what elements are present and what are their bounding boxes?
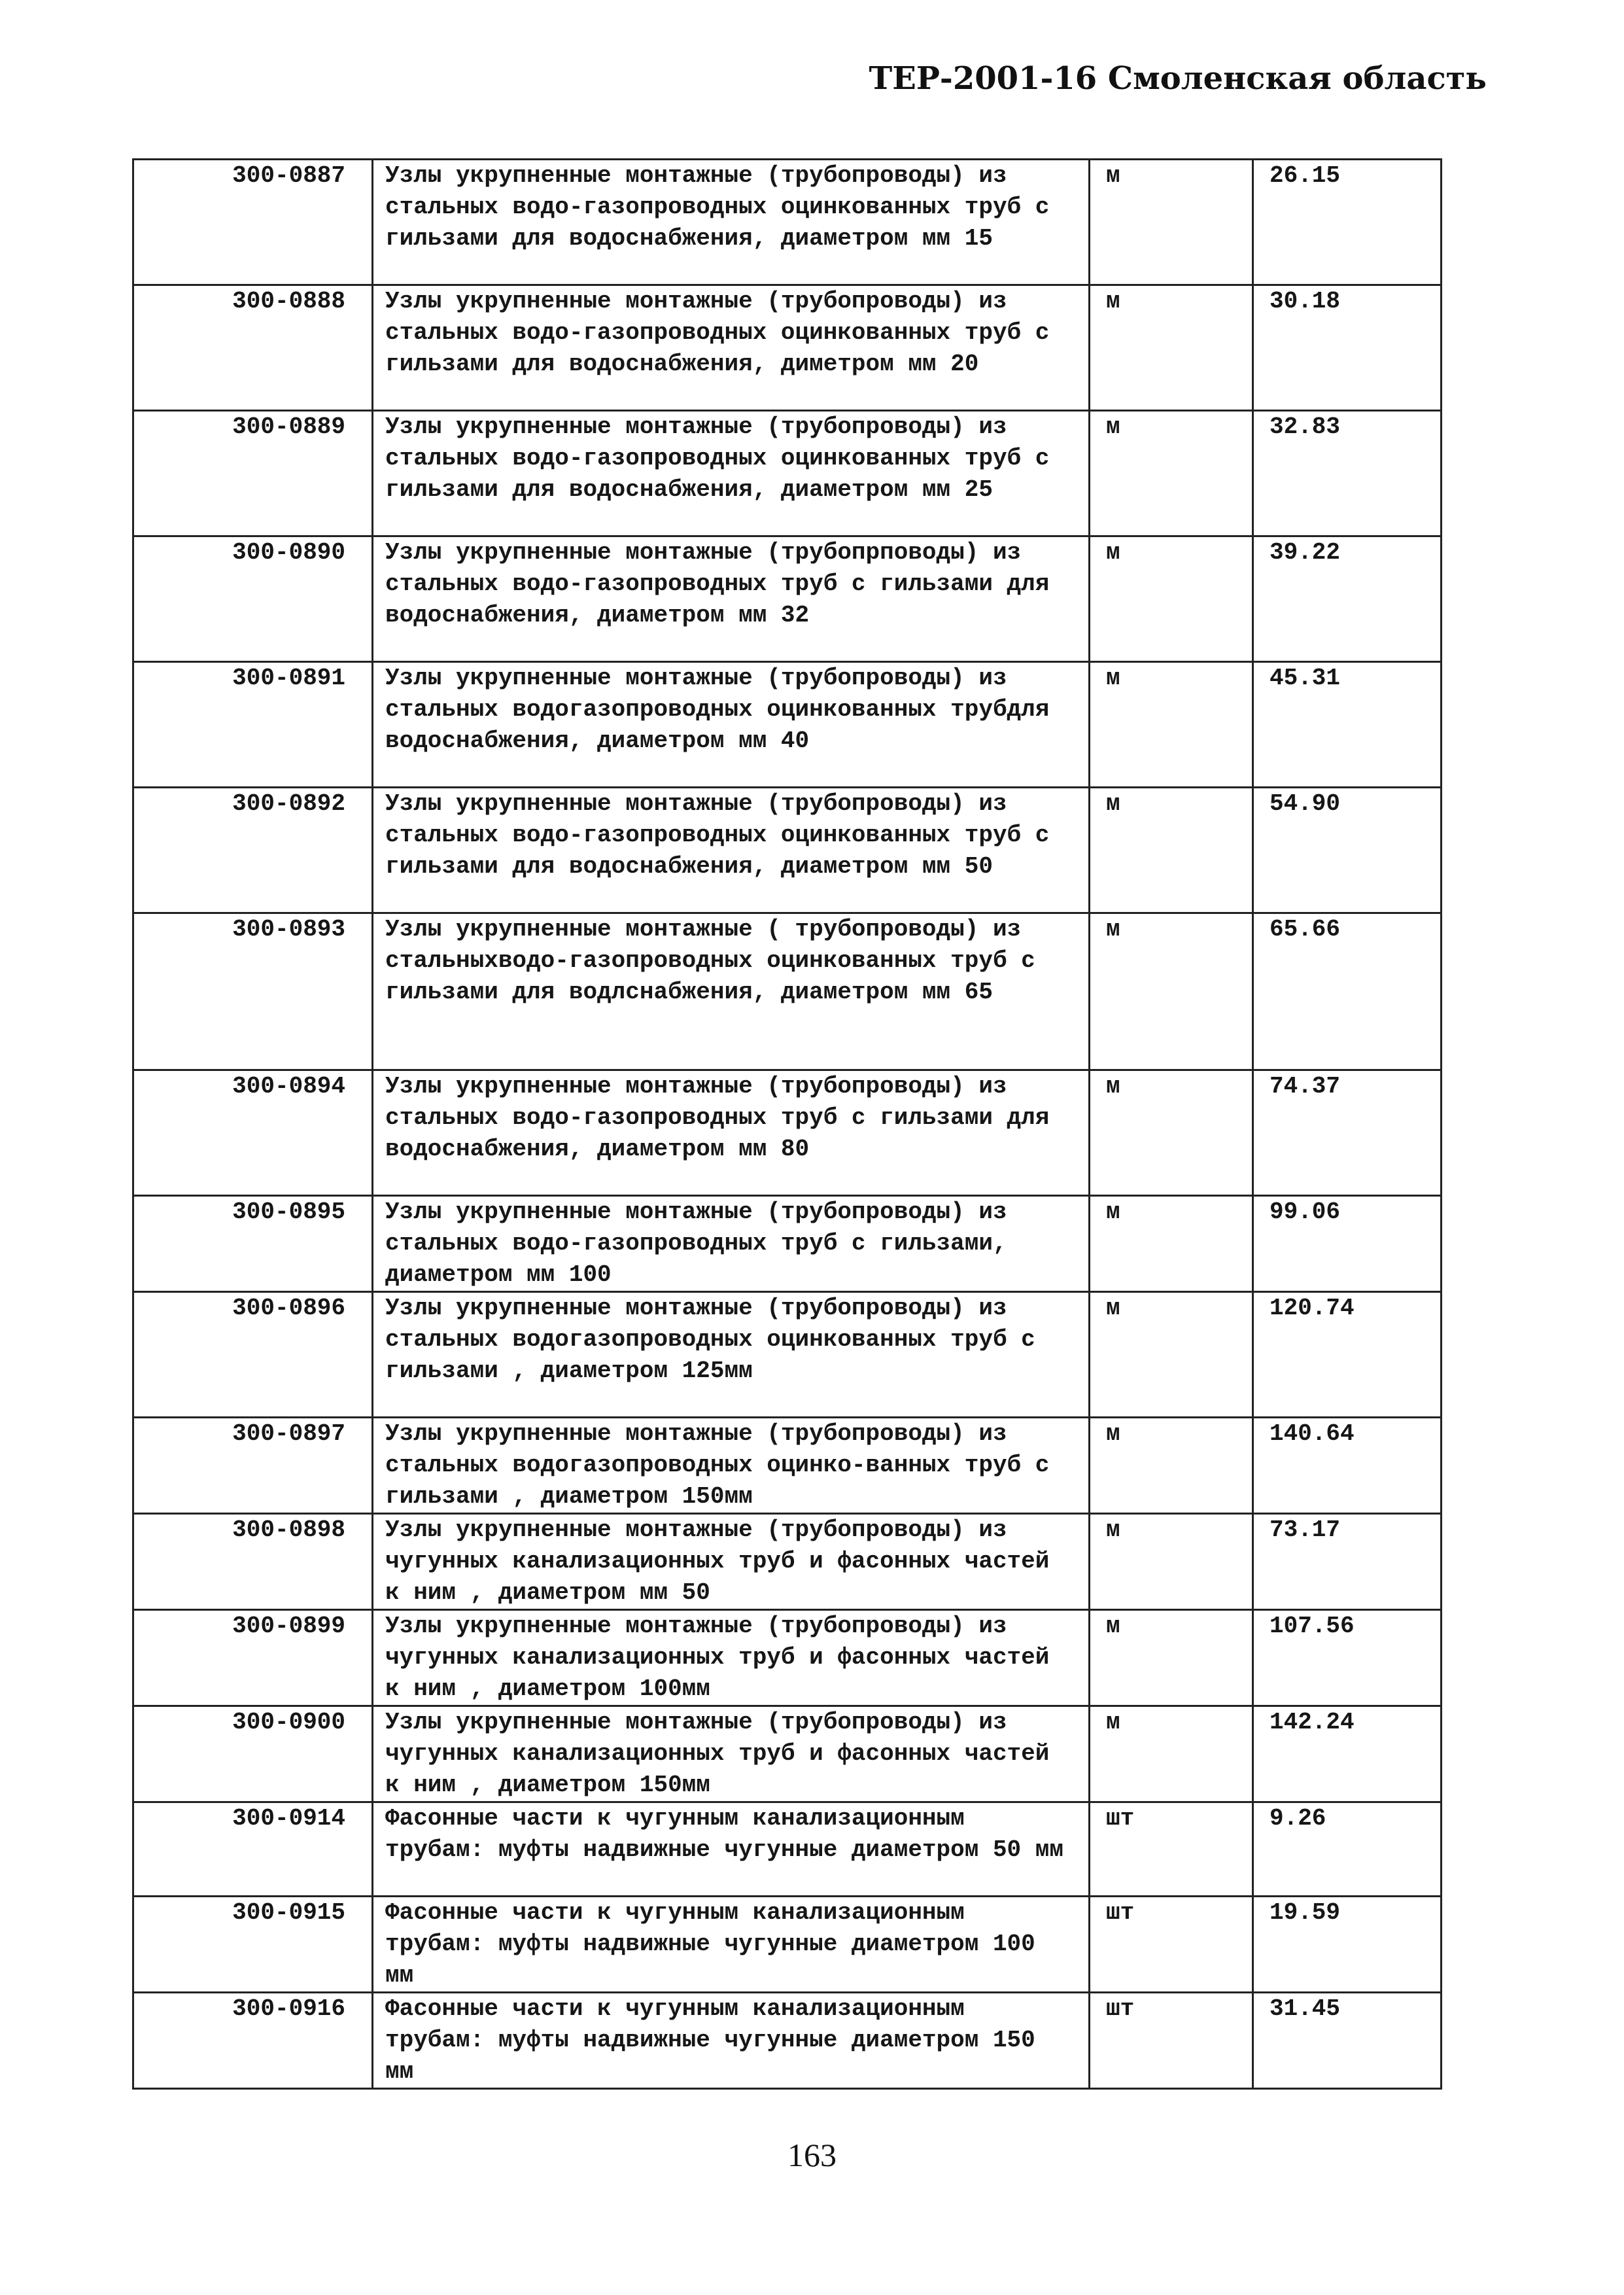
table-row [133, 1070, 1442, 1196]
table-row [133, 536, 1442, 662]
row-description: Узлы укрупненные монтажные ( трубопроводы) из стальныхводо-газопроводных оцинкованных труб с гильзами для водлснабжения, диаметром мм 65 [373, 913, 1090, 1070]
table-row [133, 1418, 1442, 1514]
row-description: Узлы укрупненные монтажные (трубопроводы) из стальных водо-газопроводных труб с гильзами для водоснабжения, диаметром мм 80 [373, 1070, 1090, 1196]
table-row [133, 160, 1442, 285]
table-row [133, 285, 1442, 411]
table-row [133, 1706, 1442, 1802]
table-row [133, 1514, 1442, 1610]
row-price: 120.74 [1253, 1292, 1442, 1418]
table-row [133, 1292, 1442, 1418]
row-price: 74.37 [1253, 1070, 1442, 1196]
row-code: 300-0914 [133, 1802, 373, 1897]
row-code: 300-0890 [133, 536, 373, 662]
row-price: 45.31 [1253, 662, 1442, 788]
row-price: 65.66 [1253, 913, 1442, 1070]
table-row [133, 788, 1442, 913]
row-unit: м [1090, 1070, 1253, 1196]
table-row [133, 411, 1442, 536]
table-row [133, 1802, 1442, 1897]
row-unit: м [1090, 662, 1253, 788]
row-code: 300-0899 [133, 1610, 373, 1706]
row-code: 300-0894 [133, 1070, 373, 1196]
row-description: Узлы укрупненные монтажные (трубопроводы) из стальных водогазопроводных оцинко-ванных труб с гильзами , диаметром 150мм [373, 1418, 1090, 1514]
row-unit: м [1090, 1292, 1253, 1418]
row-unit: м [1090, 913, 1253, 1070]
row-unit: шт [1090, 1897, 1253, 1993]
row-unit: м [1090, 411, 1253, 536]
row-description: Узлы укрупненные монтажные (трубопроводы) из стальных водо-газопроводных оцинкованных труб с гильзами для водоснабжения, диаметром мм 15 [373, 160, 1090, 285]
page-number: 163 [787, 2137, 837, 2173]
row-unit: м [1090, 536, 1253, 662]
row-unit: м [1090, 1196, 1253, 1292]
row-description: Узлы укрупненные монтажные (трубопроводы) из чугунных канализационных труб и фасонных частей к ним , диаметром мм 50 [373, 1514, 1090, 1610]
row-price: 9.26 [1253, 1802, 1442, 1897]
row-description: Узлы укрупненные монтажные (трубопроводы) из стальных водо-газопроводных оцинкованных труб с гильзами для водоснабжения, диаметром мм 50 [373, 788, 1090, 913]
row-code: 300-0915 [133, 1897, 373, 1993]
table-row [133, 1196, 1442, 1292]
table-row [133, 662, 1442, 788]
row-description: Узлы укрупненные монтажные (трубопроводы) из стальных водо-газопроводных оцинкованных труб с гильзами для водоснабжения, диметром мм 20 [373, 285, 1090, 411]
row-description: Узлы укрупненные монтажные (трубопроводы) из чугунных канализационных труб и фасонных частей к ним , диаметром 150мм [373, 1706, 1090, 1802]
row-unit: м [1090, 788, 1253, 913]
row-unit: м [1090, 1610, 1253, 1706]
row-code: 300-0889 [133, 411, 373, 536]
row-description: Фасонные части к чугунным канализационным трубам: муфты надвижные чугунные диаметром 150 мм [373, 1993, 1090, 2089]
row-code: 300-0892 [133, 788, 373, 913]
page-header-title: ТЕР-2001-16 Смоленская область [869, 60, 1487, 97]
row-price: 142.24 [1253, 1706, 1442, 1802]
table-row [133, 1897, 1442, 1993]
row-unit: шт [1090, 1802, 1253, 1897]
row-code: 300-0887 [133, 160, 373, 285]
row-code: 300-0900 [133, 1706, 373, 1802]
row-price: 73.17 [1253, 1514, 1442, 1610]
row-unit: м [1090, 1706, 1253, 1802]
row-description: Узлы укрупненные монтажные (трубопроводы) из стальных водогазопроводных оцинкованных труб с гильзами , диаметром 125мм [373, 1292, 1090, 1418]
row-unit: шт [1090, 1993, 1253, 2089]
row-description: Узлы укрупненные монтажные (трубопроводы) из стальных водогазопроводных оцинкованных трубдля водоснабжения, диаметром мм 40 [373, 662, 1090, 788]
table-row [133, 1993, 1442, 2089]
row-description: Узлы укрупненные монтажные (трубопроводы) из чугунных канализационных труб и фасонных частей к ним , диаметром 100мм [373, 1610, 1090, 1706]
row-price: 107.56 [1253, 1610, 1442, 1706]
row-price: 19.59 [1253, 1897, 1442, 1993]
row-code: 300-0896 [133, 1292, 373, 1418]
row-unit: м [1090, 1418, 1253, 1514]
row-description: Фасонные части к чугунным канализационным трубам: муфты надвижные чугунные диаметром 100 мм [373, 1897, 1090, 1993]
table-row [133, 1610, 1442, 1706]
row-price: 26.15 [1253, 160, 1442, 285]
row-code: 300-0891 [133, 662, 373, 788]
row-code: 300-0895 [133, 1196, 373, 1292]
row-code: 300-0888 [133, 285, 373, 411]
row-price: 54.90 [1253, 788, 1442, 913]
row-description: Фасонные части к чугунным канализационным трубам: муфты надвижные чугунные диаметром 50 мм [373, 1802, 1090, 1897]
row-price: 30.18 [1253, 285, 1442, 411]
row-code: 300-0916 [133, 1993, 373, 2089]
row-code: 300-0893 [133, 913, 373, 1070]
row-description: Узлы укрупненные монтажные (трубопроводы) из стальных водо-газопроводных труб с гильзами, диаметром мм 100 [373, 1196, 1090, 1292]
row-code: 300-0898 [133, 1514, 373, 1610]
row-code: 300-0897 [133, 1418, 373, 1514]
row-unit: м [1090, 160, 1253, 285]
row-description: Узлы укрупненные монтажные (трубопроводы) из стальных водо-газопроводных оцинкованных труб с гильзами для водоснабжения, диаметром мм 25 [373, 411, 1090, 536]
row-unit: м [1090, 285, 1253, 411]
row-price: 31.45 [1253, 1993, 1442, 2089]
table-row [133, 913, 1442, 1070]
row-price: 140.64 [1253, 1418, 1442, 1514]
row-price: 39.22 [1253, 536, 1442, 662]
row-price: 99.06 [1253, 1196, 1442, 1292]
row-price: 32.83 [1253, 411, 1442, 536]
row-unit: м [1090, 1514, 1253, 1610]
row-description: Узлы укрупненные монтажные (трубопрповоды) из стальных водо-газопроводных труб с гильзами для водоснабжения, диаметром мм 32 [373, 536, 1090, 662]
price-table [132, 158, 1442, 2090]
